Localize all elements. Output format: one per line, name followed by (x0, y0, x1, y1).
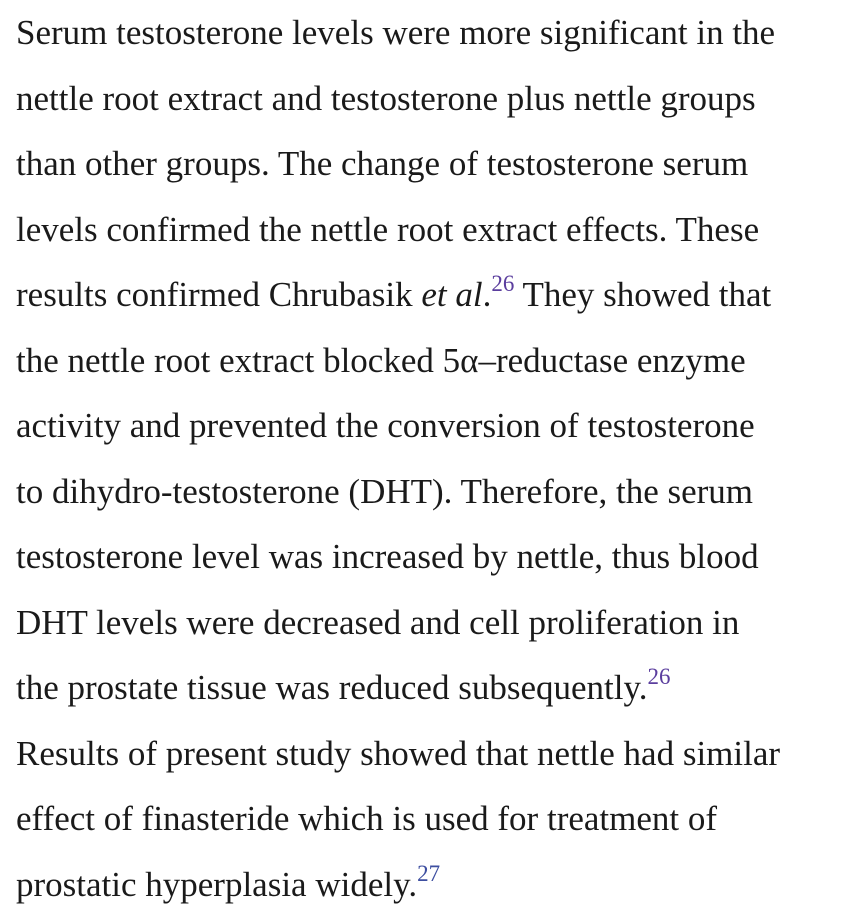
citation-link-26[interactable]: 26 (647, 664, 671, 689)
text-segment: results confirmed Chrubasik (16, 275, 422, 314)
citation-link-27[interactable]: 27 (417, 860, 441, 886)
text-line-4: levels confirmed the nettle root extract effects. These (16, 209, 760, 249)
text-segment: the prostate tissue was reduced subsequently. (16, 668, 648, 707)
text-line-10: DHT levels were decreased and cell proliferation in (16, 602, 740, 642)
text-line-1: Serum testosterone levels were more significant in the (16, 13, 776, 52)
text-line-9: testosterone level was increased by nettle, thus blood (16, 537, 759, 576)
text-line-5 (16, 262, 842, 328)
text-line-13: effect of finasteride which is used for treatment of (16, 799, 718, 838)
text-segment: . (482, 275, 492, 314)
et-al-italic: et al (421, 275, 483, 314)
text-segment: They showed that (514, 275, 772, 314)
text-line-7: activity and prevented the conversion of testosterone (16, 406, 755, 445)
article-paragraph (16, 0, 842, 917)
text-line-2: nettle root extract and testosterone plus nettle groups (16, 78, 756, 118)
citation-link-26[interactable]: 26 (491, 271, 515, 296)
text-segment: prostatic hyperplasia widely. (16, 864, 418, 904)
text-line-14 (16, 852, 842, 918)
text-line-3: than other groups. The change of testosterone serum (16, 144, 749, 183)
text-line-12: Results of present study showed that nettle had similar (16, 733, 781, 773)
text-line-11 (16, 655, 842, 721)
text-line-6: the nettle root extract blocked 5α–reductase enzyme (16, 340, 746, 380)
text-line-8: to dihydro-testosterone (DHT). Therefore, the serum (16, 471, 754, 511)
